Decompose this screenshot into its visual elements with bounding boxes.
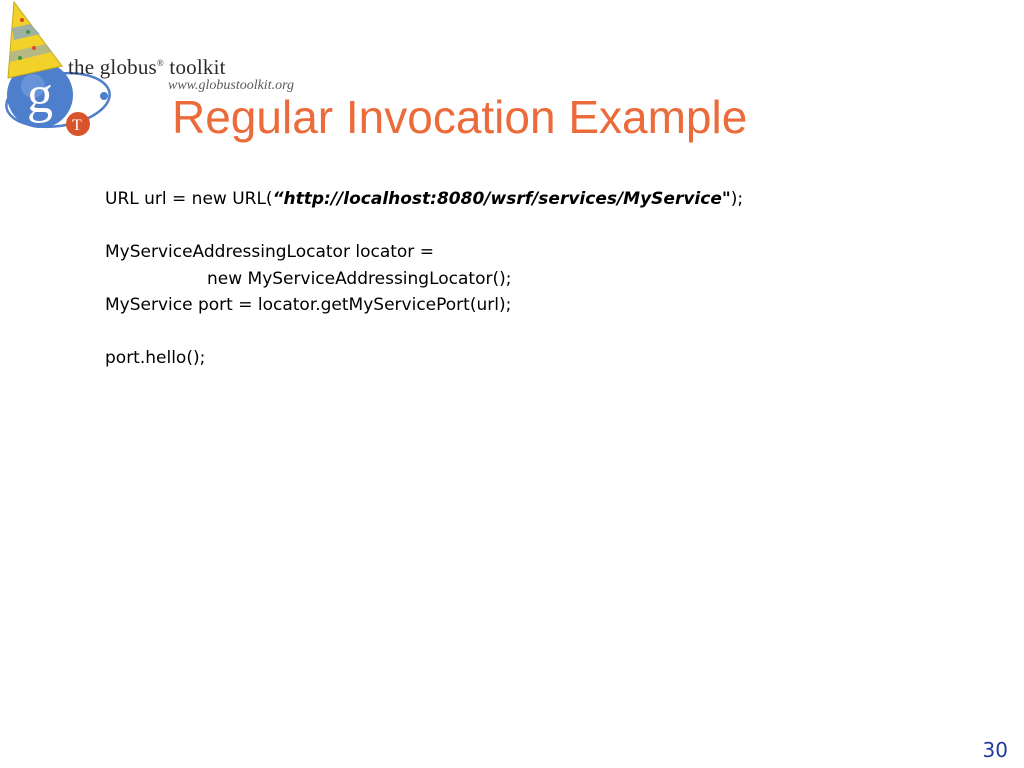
code-blank-line <box>105 319 985 346</box>
code-line-new-locator: new MyServiceAddressingLocator(); <box>207 268 512 289</box>
code-line-locator: MyServiceAddressingLocator locator = <box>105 242 434 262</box>
code-line-url: URL url = new URL(“http://localhost:8080/wsrf/services/MyService"); <box>105 189 744 209</box>
brand-url: www.globustoolkit.org <box>168 78 295 93</box>
svg-text:T: T <box>72 117 82 134</box>
code-line-port: MyService port = locator.getMyServicePort(url); <box>105 295 512 315</box>
slide-title: Regular Invocation Example <box>172 91 748 143</box>
code-line-hello: port.hello(); <box>105 348 206 368</box>
url-literal: “http://localhost:8080/wsrf/services/MyService" <box>272 189 731 209</box>
page-number: 30 <box>982 738 1008 762</box>
code-blank-line <box>105 213 985 240</box>
svg-text:g: g <box>27 67 53 124</box>
brand-name: the globus® toolkit <box>68 55 226 79</box>
code-block <box>105 186 985 372</box>
